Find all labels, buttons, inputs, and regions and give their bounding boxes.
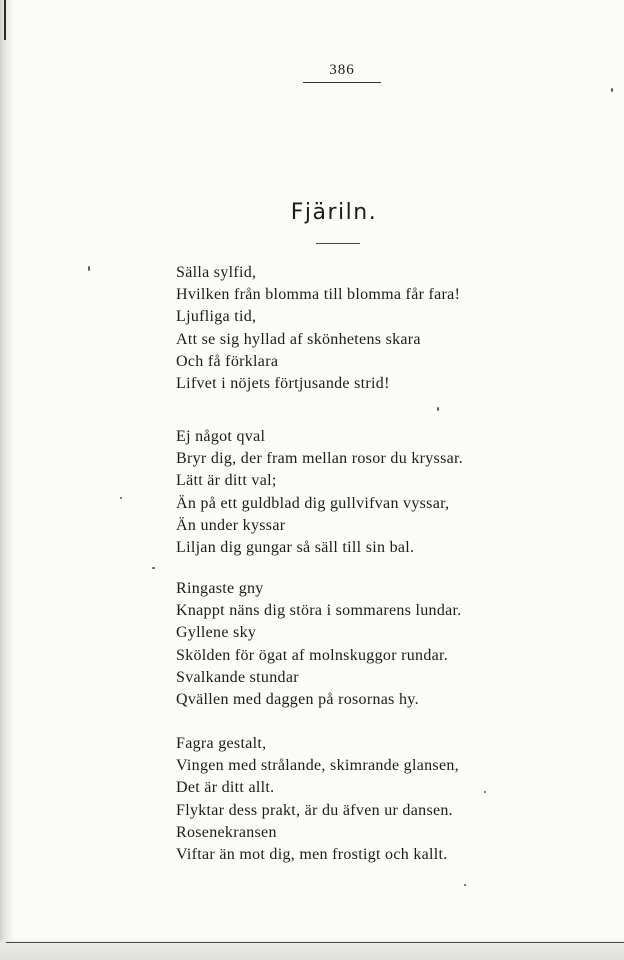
poem-line: Och få förklara bbox=[176, 352, 279, 370]
poem-line: Sälla sylfid, bbox=[176, 264, 257, 281]
poem-line: Skölden för ögat af molnskuggor rundar. bbox=[176, 646, 449, 664]
paper-speck bbox=[464, 884, 466, 886]
stanza-2 bbox=[176, 426, 536, 559]
paper-speck bbox=[484, 791, 486, 793]
page-number-rule bbox=[303, 82, 381, 83]
poem-line: Än på ett guldblad dig gullvifvan vyssar, bbox=[176, 494, 450, 512]
poem-line: Knappt näns dig störa i sommarens lundar. bbox=[176, 602, 462, 620]
paper-speck bbox=[120, 497, 122, 499]
page-number: 386 bbox=[329, 62, 355, 78]
poem-line: Liljan dig gungar så säll till sin bal. bbox=[176, 538, 415, 556]
stanza-4 bbox=[176, 733, 536, 866]
stanza-1 bbox=[176, 262, 536, 395]
poem-line: Hvilken från blomma till blomma får fara! bbox=[176, 286, 461, 304]
paper-speck bbox=[88, 266, 90, 271]
poem-line: Vingen med strålande, skimrande glansen, bbox=[176, 757, 459, 775]
paper-speck bbox=[437, 407, 439, 411]
poem-line: Det är ditt allt. bbox=[176, 779, 275, 797]
binding-mark bbox=[4, 0, 6, 40]
poem-title: Fjäriln. bbox=[290, 200, 378, 225]
poem-line: Ljufliga tid, bbox=[176, 308, 257, 326]
page-left-edge-shadow bbox=[0, 0, 14, 960]
poem-line: Lifvet i nöjets förtjusande strid! bbox=[176, 374, 390, 392]
poem-line: Att se sig hyllad af skönhetens skara bbox=[176, 330, 421, 348]
poem-line: Gyllene sky bbox=[176, 624, 257, 642]
paper-speck bbox=[152, 567, 155, 569]
poem-line: Viftar än mot dig, men frostigt och kallt. bbox=[176, 845, 448, 863]
poem-line: Ej något qval bbox=[176, 428, 266, 445]
poem-line: Bryr dig, der fram mellan rosor du kryssar. bbox=[176, 450, 464, 468]
poem-line: Rosenekransen bbox=[176, 823, 277, 841]
poem-line: Ringaste gny bbox=[176, 580, 264, 597]
poem-line: Flyktar dess prakt, är du äfven ur dansen. bbox=[176, 801, 453, 819]
page-bottom-edge-line bbox=[6, 942, 624, 943]
title-rule bbox=[316, 243, 360, 244]
poem-line: Lätt är ditt val; bbox=[176, 472, 277, 490]
poem-line: Svalkande stundar bbox=[176, 668, 299, 686]
poem-line: Qvällen med daggen på rosornas hy. bbox=[176, 690, 419, 708]
poem-line: Fagra gestalt, bbox=[176, 735, 267, 752]
poem-line: Än under kyssar bbox=[176, 516, 286, 534]
stanza-3 bbox=[176, 578, 536, 711]
paper-speck bbox=[611, 88, 613, 92]
